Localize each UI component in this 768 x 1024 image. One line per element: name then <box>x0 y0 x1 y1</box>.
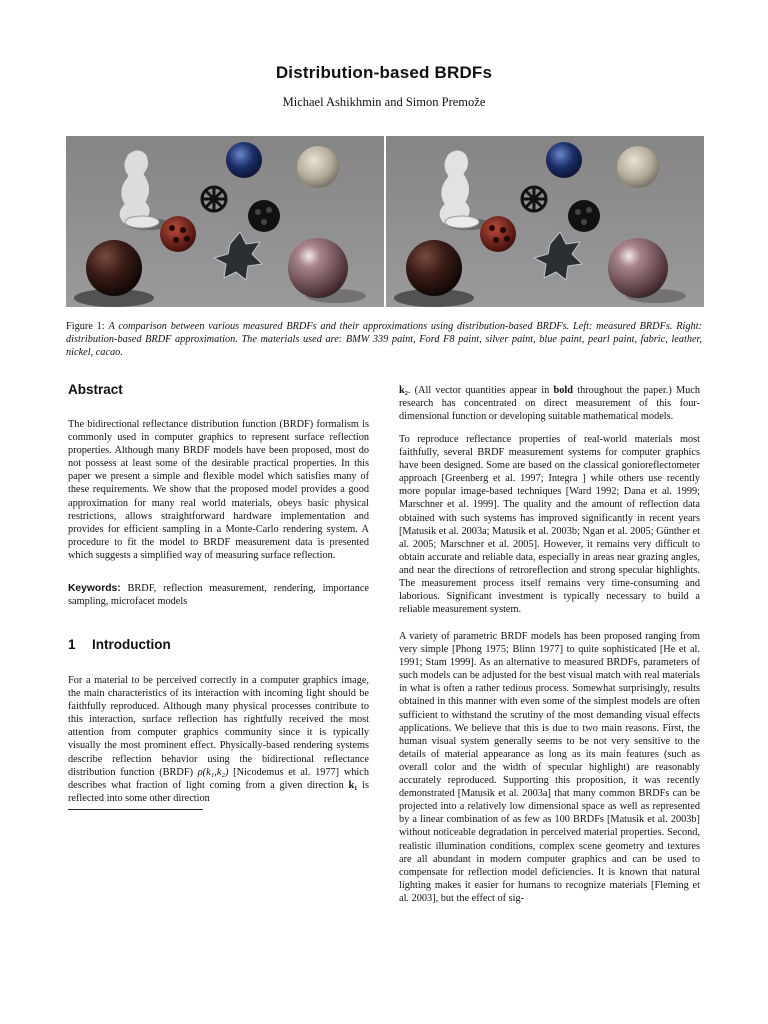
figure-caption-label: Figure 1: <box>66 321 105 332</box>
render-scene-approximation <box>386 136 704 307</box>
right-paragraph-2: To reproduce reflectance properties of real-world materials most faithfully, several BRDF measurement systems for computer graphics have been designed. Some are based on the classical gonioreflectometer approach [Greenberg et al. 1997; Integra ] while others use recently more popular image-based techniques [Ward 1992; Dana et al. 1999; Marschner et al. 1999]. The quality and the amount of reflection data obtained with such systems has improved significantly in recent years [Matusik et al. 2003a; Matusik et al. 2003b; Ngan et al. 2005; Günther et al. 2005; Marschner et al. 2005]. However, it remains very difficult to obtain accurate and reliable data, especially in areas near grazing angles, and near the directions of retroreflection and strong specular highlights. The measurement process itself remains very time-consuming and laborious. Significant investment is typically necessary to build a reliable measurement system. <box>399 434 700 616</box>
section-title: Introduction <box>92 637 171 652</box>
section-number: 1 <box>68 637 76 652</box>
vector-k1: k₁ <box>348 779 358 791</box>
figure-panel-approximation <box>386 136 704 307</box>
right-paragraph-3: A variety of parametric BRDF models has been proposed ranging from very simple [Phong 1975; Blinn 1977] to quite sophisticated [He et al. 1991; Stam 1999]. As an alternative to measured BRDFs, parameters of such models can be adjusted for the best visual match with real materials in what is often a rather tedious process. Somewhat surprisingly, results obtained in this manner with even some of the simplest models are often sufficient to withstand the scrutiny of the most demanding visual effects applications. We believe that this is due to two main reasons. First, the human visual system generally seems to be not very sensitive to the details of material appearance as long as its main features (such as overall color and the width of specular highlight) are reasonably accurately reproduced. Supporting this proposition, it was recently demonstrated [Matusik et al. 2003a] that many common BRDFs can be projected into a relatively low dimensional space as well as represented by a linear combination of as few as 100 BRDFs [Matusik et al. 2003b] without noticeable degradation in perceived material properties. Second, realistic illumination conditions, complex scene geometry and textures are all abundant in modern computer graphics and can be used to compensate for reflection model deficiencies. It is known that natural lighting makes it easier for humans to recognize materials [Fleming et al. 2003], but the effect of sig- <box>399 631 700 904</box>
keywords-label: Keywords: <box>68 583 121 594</box>
right-paragraph-0 <box>399 384 700 423</box>
figure-panel-measured <box>66 136 384 307</box>
right-text-b: throughout the paper.) Much research has concentrated on direct measurement of this four-dimensional function or developing suitable mathematical models. <box>399 385 700 423</box>
footnote-rule <box>68 809 203 810</box>
bold-word: bold <box>553 385 574 396</box>
paper-title: Distribution-based BRDFs <box>275 63 493 82</box>
intro-text-c: is reflected into some other direction <box>68 779 369 804</box>
right-text-a: . (All vector quantities appear in <box>407 385 554 396</box>
intro-paragraph-1 <box>68 674 369 805</box>
intro-text-a: For a material to be perceived correctly in a computer graphics image, the main characteristics of its interaction with incoming light should be faithfully reproduced. Although many physical processes contribute to this interaction, surface reflection has rightfully received the most attention from computer graphics community since it is typically visually the most prominent effect. Physically-based rendering systems describe reflection behavior using the bidirectional reflectance distribution function (BRDF) <box>68 675 369 778</box>
section-heading-introduction <box>68 637 171 652</box>
abstract-body: The bidirectional reflectance distribution function (BRDF) formalism is commonly used in computer graphics to represent surface reflection properties. Although many BRDF models have been proposed, most do not possess at least some of the desirable practical properties. In this paper we present a simple and flexible model which satisfies many of these requirements. We show that the proposed model provides a good approximation for many real world materials, obeys basic physical restrictions, allows straightforward hardware implementation and provides for efficient sampling in a Monte-Carlo rendering system. A procedure to fit the model to BRDF measurement data is presented which suggests a simplified way of measuring surface reflection. <box>68 419 369 561</box>
figure-caption <box>66 320 702 359</box>
brdf-symbol: ρ(k₁,k₂) <box>197 766 229 778</box>
intro-text-b: [Nicodemus et al. 1977] which describes what fraction of light coming from a given direction <box>68 766 369 791</box>
vector-k2: k₂ <box>399 385 408 396</box>
keywords-text: BRDF, reflection measurement, rendering, importance sampling, microfacet models <box>68 583 369 608</box>
paper-authors: Michael Ashikhmin and Simon Premože <box>282 95 486 109</box>
abstract-heading: Abstract <box>68 382 123 397</box>
keywords <box>68 582 369 608</box>
figure-1 <box>66 136 704 307</box>
figure-caption-text: A comparison between various measured BRDFs and their approximations using distribution-based BRDFs. Left: measured BRDFs. Right: distribution-based BRDF approximation. The materials used are: BMW 339 paint, Ford F8 paint, silver paint, blue paint, pearl paint, fabric, leather, nickel, cacao. <box>66 321 702 358</box>
render-scene-measured <box>66 136 384 307</box>
